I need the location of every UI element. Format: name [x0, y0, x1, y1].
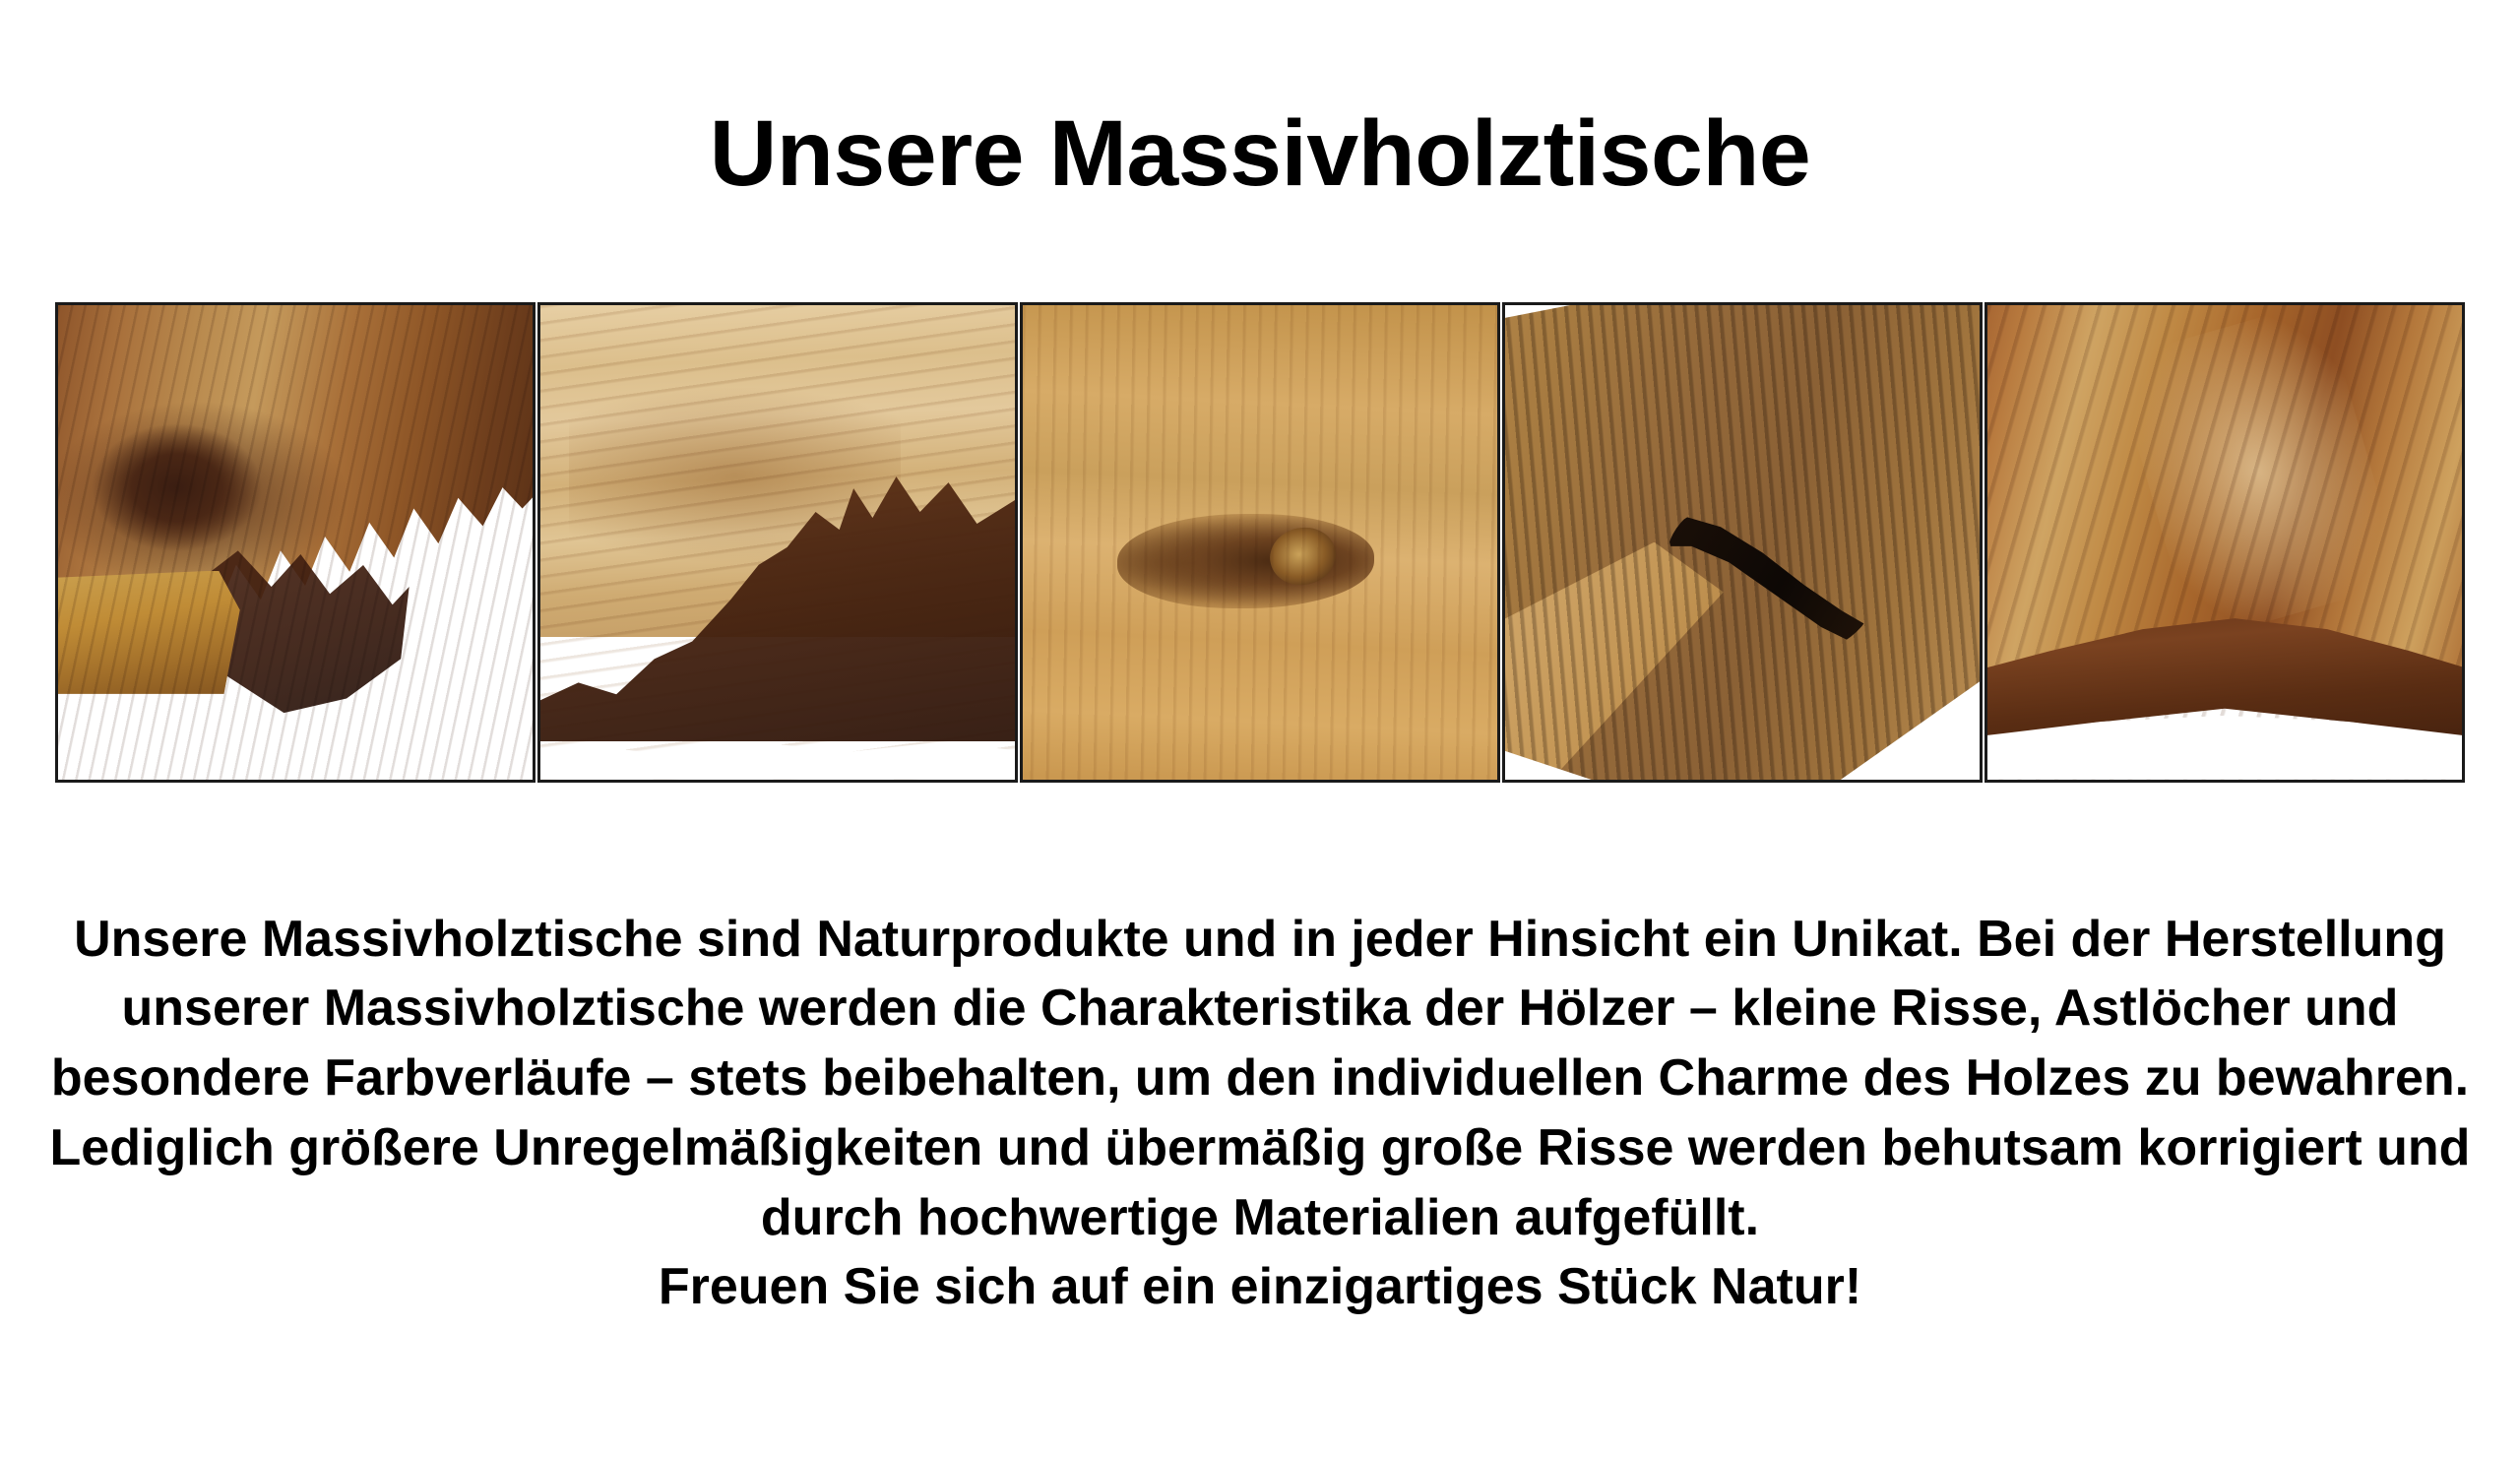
wood-edge-photo	[1987, 305, 2462, 780]
gallery-image-5	[1984, 302, 2465, 783]
wood-crack-photo	[1505, 305, 1980, 780]
wood-slab-photo	[58, 305, 533, 780]
description-block	[39, 905, 2481, 1322]
description-paragraph-2: Freuen Sie sich auf ein einzigartiges Stück Natur!	[658, 1258, 1862, 1316]
page-title: Unsere Massivholztische	[709, 100, 1811, 206]
gallery-image-1	[55, 302, 536, 783]
gallery-image-2	[537, 302, 1018, 783]
description-paragraph-1: Unsere Massivholztische sind Naturprodukte und in jeder Hinsicht ein Unikat. Bei der Herstellung unserer Massivholztische werden die Charakteristika der Hölzer – kleine Risse, Astlöcher und besondere Farbverläufe – stets beibehalten, um den individuellen Charme des Holzes zu bewahren. Lediglich größere Unregelmäßigkeiten und übermäßig große Risse werden behutsam korrigiert und durch hochwertige Materialien aufgefüllt.	[49, 910, 2471, 1246]
gallery-image-3	[1020, 302, 1500, 783]
wood-slab-photo	[540, 305, 1015, 780]
page-root	[0, 63, 2520, 1457]
image-gallery	[55, 302, 2465, 783]
gallery-image-4	[1502, 302, 1983, 783]
wood-grain-photo	[1023, 305, 1497, 780]
